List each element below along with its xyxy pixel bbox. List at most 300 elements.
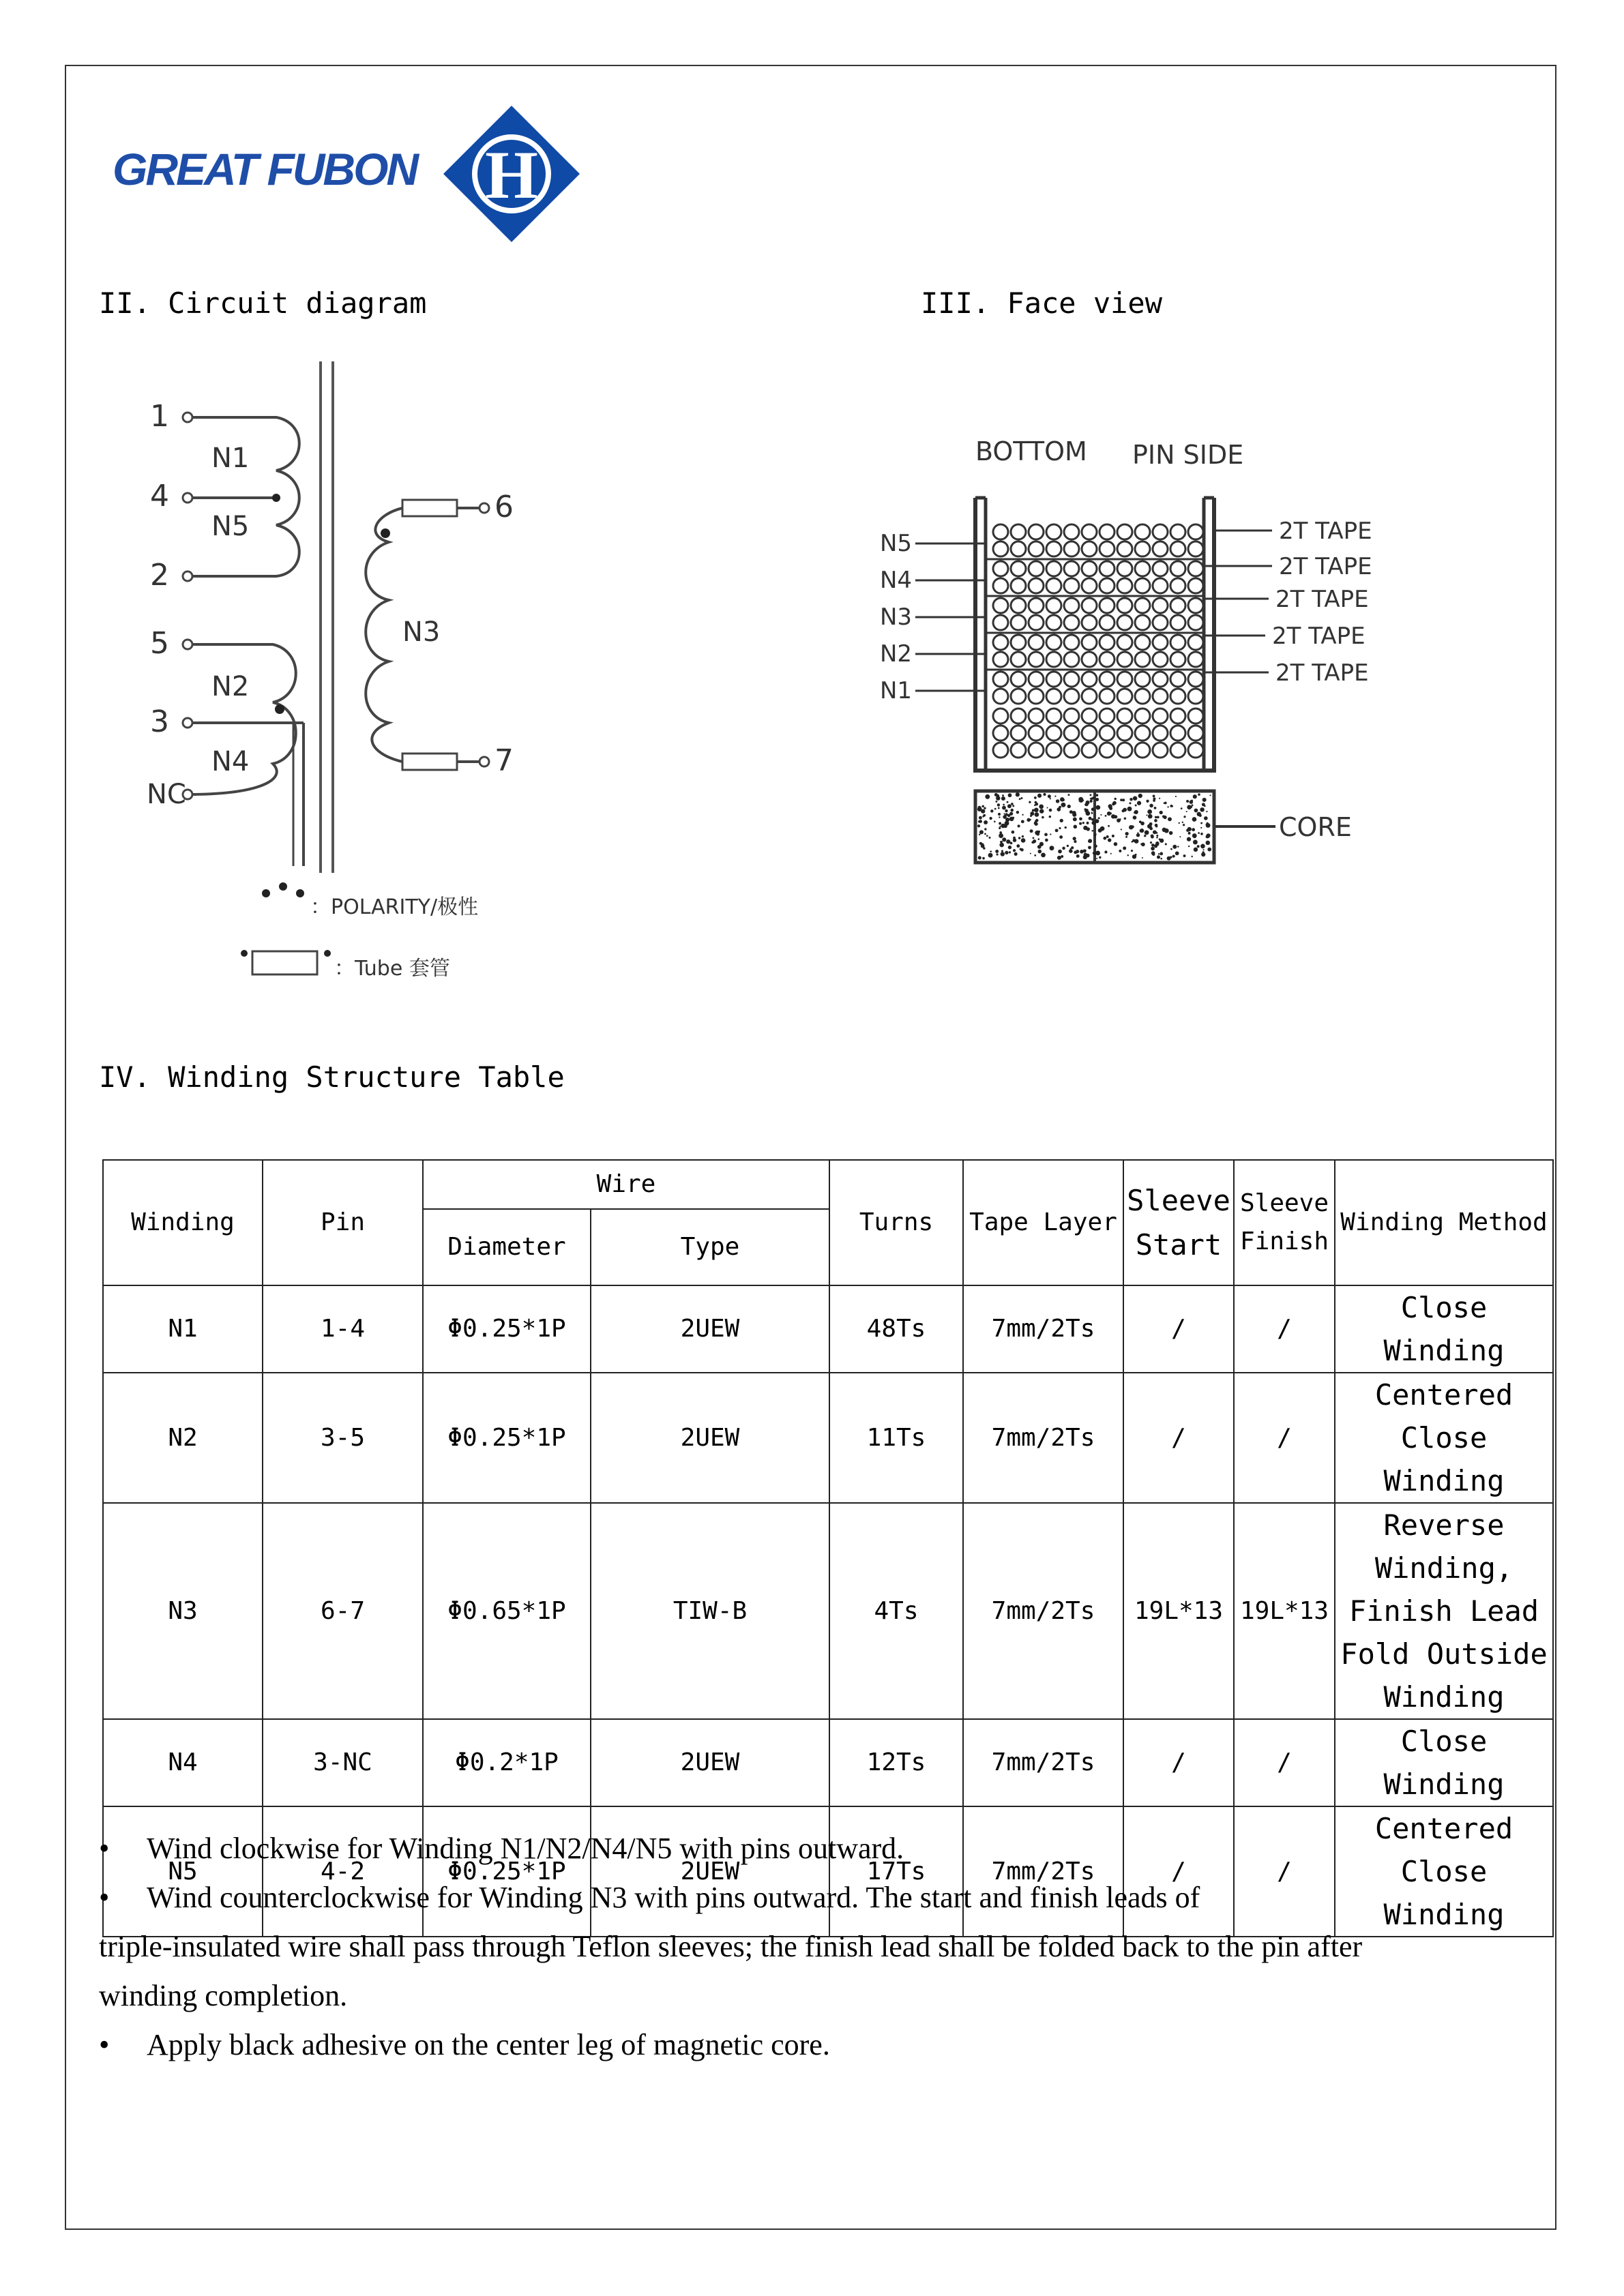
wire-turn	[1170, 709, 1185, 724]
core-speck	[1030, 815, 1032, 817]
wire-turn	[1188, 635, 1203, 650]
wire-turn	[1170, 635, 1185, 650]
wire-turn	[1029, 689, 1044, 704]
circuit-diagram-svg	[130, 355, 552, 1002]
core-speck	[1181, 807, 1183, 809]
core-speck	[1175, 851, 1179, 855]
table-header-row	[103, 1160, 1553, 1209]
core-speck	[1112, 803, 1114, 805]
cell-turns: 4Ts	[829, 1503, 963, 1719]
cell-pin: 4-2	[263, 1806, 423, 1937]
wire-turn	[1029, 672, 1044, 687]
wire-turn	[1170, 541, 1185, 556]
core-speck	[979, 834, 980, 835]
face-label-bottom: BOTTOM	[975, 436, 1087, 466]
wire-turn	[1064, 615, 1079, 630]
core-speck	[1192, 828, 1195, 831]
cell-sleeve-finish: /	[1234, 1373, 1335, 1503]
note-item	[99, 2021, 1518, 2070]
core-speck	[1084, 808, 1086, 810]
core-speck	[1031, 813, 1033, 816]
core-speck	[1005, 851, 1008, 854]
wire-turn	[1135, 578, 1150, 593]
wire-turn	[1135, 615, 1150, 630]
wire-turn	[1188, 672, 1203, 687]
core-speck	[979, 816, 982, 820]
core-speck	[1200, 807, 1205, 812]
core-speck	[1038, 838, 1040, 840]
core-speck	[1197, 812, 1201, 816]
wire-turn	[1064, 598, 1079, 613]
wire-turn	[1170, 726, 1185, 741]
header-pin: Pin	[263, 1160, 423, 1285]
core-speck	[1127, 807, 1132, 811]
wire-turn	[1082, 709, 1097, 724]
cell-method: Centered Close Winding	[1335, 1373, 1553, 1503]
core-speck	[1160, 839, 1164, 843]
core-speck	[1194, 837, 1196, 838]
wire-turn	[1170, 652, 1185, 667]
pin-label-1: 1	[150, 399, 169, 434]
core-speck	[1198, 793, 1200, 796]
core-speck	[1099, 856, 1101, 859]
pin-label-2: 2	[150, 558, 169, 593]
header-winding-method: Winding Method	[1335, 1160, 1553, 1285]
core-speck	[990, 850, 992, 852]
cell-type: 2UEW	[591, 1373, 829, 1503]
core-speck	[1135, 805, 1137, 807]
core-speck	[1147, 809, 1152, 814]
core-speck	[1037, 845, 1042, 849]
core-speck	[1125, 832, 1128, 835]
cell-diameter: Φ0.2*1P	[423, 1719, 591, 1806]
core-speck	[1188, 846, 1190, 847]
wire-turn	[1046, 615, 1061, 630]
core-speck	[1080, 850, 1084, 854]
face-view-diagram	[873, 430, 1432, 880]
pin-label-5: 5	[150, 626, 169, 661]
core-speck	[994, 793, 998, 796]
tape-label-4: 2T TAPE	[1272, 623, 1365, 650]
bullet-icon: •	[99, 1881, 110, 1914]
core-speck	[1090, 798, 1092, 800]
core-speck	[1146, 800, 1149, 803]
core-speck	[988, 853, 993, 858]
core-speck	[1156, 837, 1158, 839]
wire-turn	[1153, 561, 1168, 576]
core-speck	[1200, 827, 1202, 829]
core-speck	[1086, 854, 1089, 857]
wire-turn	[1082, 598, 1097, 613]
core-speck	[1030, 853, 1031, 854]
core-speck	[1057, 856, 1061, 860]
cell-winding: N3	[103, 1503, 263, 1719]
core-speck	[1095, 798, 1099, 801]
core-speck	[1183, 824, 1185, 826]
core-speck	[1105, 815, 1107, 817]
core-speck	[1209, 794, 1211, 796]
core-speck	[1074, 840, 1076, 843]
pin-label-7: 7	[494, 743, 514, 778]
core-speck	[1197, 845, 1200, 848]
wire-turn	[1135, 743, 1150, 758]
wire-turn	[1153, 672, 1168, 687]
wire-turn	[1082, 578, 1097, 593]
wire-turn	[1064, 561, 1079, 576]
core-speck	[1061, 855, 1063, 858]
wire-turn	[1153, 709, 1168, 724]
wire-turn	[1046, 743, 1061, 758]
core-speck	[1003, 815, 1007, 819]
core-speck	[1157, 816, 1160, 819]
core-speck	[1010, 842, 1013, 845]
wire-turn	[1153, 689, 1168, 704]
core-speck	[1009, 851, 1011, 853]
core-speck	[1030, 829, 1033, 833]
wire-turn	[1117, 541, 1132, 556]
core-speck	[1191, 856, 1192, 857]
wire-turn	[1099, 672, 1114, 687]
core-speck	[1004, 813, 1005, 814]
core-speck	[1114, 798, 1117, 800]
note-continuation: triple-insulated wire shall pass through Teflon sleeves; the finish lead shall be folded back to the pin after	[99, 1930, 1363, 1963]
core-speck	[1137, 801, 1141, 805]
tape-label-1: 2T TAPE	[1279, 518, 1372, 545]
tape-label-5: 2T TAPE	[1275, 659, 1369, 687]
core-speck	[1096, 805, 1101, 810]
core-speck	[1148, 814, 1153, 819]
core-speck	[1096, 858, 1097, 859]
wire-turn	[1082, 743, 1097, 758]
cell-sleeve-start: /	[1123, 1806, 1234, 1937]
wire-turn	[1046, 598, 1061, 613]
core-speck	[1039, 805, 1044, 809]
core-speck	[977, 824, 980, 827]
core-speck	[1108, 838, 1111, 841]
core-speck	[1123, 808, 1127, 812]
core-speck	[1044, 833, 1048, 836]
cell-winding: N5	[103, 1806, 263, 1937]
core-speck	[994, 821, 996, 823]
core-speck	[1150, 841, 1152, 844]
core-speck	[981, 809, 985, 813]
core-speck	[1158, 853, 1160, 854]
wire-turn	[1064, 541, 1079, 556]
core-speck	[1062, 799, 1065, 801]
face-view-svg	[873, 430, 1432, 880]
core-speck	[1190, 806, 1192, 808]
core-speck	[1016, 792, 1020, 796]
wire-turn	[1170, 578, 1185, 593]
wire-turn	[1029, 598, 1044, 613]
core-speck	[1132, 839, 1135, 842]
header-type: Type	[591, 1209, 829, 1285]
wire-turn	[1011, 672, 1026, 687]
wire-turn	[1064, 652, 1079, 667]
header-sleeve-finish: Sleeve Finish	[1234, 1160, 1335, 1285]
wire-turn	[1064, 635, 1079, 650]
winding-notes	[99, 1824, 1518, 2070]
core-speck	[982, 857, 985, 860]
wire-turn	[1117, 598, 1132, 613]
cell-sleeve-finish: /	[1234, 1719, 1335, 1806]
core-speck	[1018, 837, 1020, 839]
core-speck	[1144, 835, 1146, 837]
core-speck	[1034, 796, 1037, 799]
wire-turn	[1153, 726, 1168, 741]
wire-turn	[1117, 615, 1132, 630]
core-speck	[1172, 855, 1175, 858]
cell-type: TIW-B	[591, 1503, 829, 1719]
wire-turn	[1135, 709, 1150, 724]
cell-tape: 7mm/2Ts	[963, 1719, 1123, 1806]
core-speck	[1034, 854, 1036, 856]
core-speck	[1073, 837, 1076, 840]
wire-turn	[1188, 743, 1203, 758]
cell-method: Close Winding	[1335, 1285, 1553, 1373]
wire-turn	[1046, 578, 1061, 593]
core-speck	[1193, 794, 1197, 799]
wire-turn	[1064, 689, 1079, 704]
core-speck	[1001, 850, 1003, 852]
core-speck	[984, 828, 986, 830]
core-speck	[1088, 839, 1092, 843]
core-speck	[1183, 816, 1185, 818]
core-speck	[979, 830, 984, 834]
cell-diameter: Φ0.25*1P	[423, 1285, 591, 1373]
cell-diameter: Φ0.65*1P	[423, 1503, 591, 1719]
core-speck	[1049, 809, 1052, 812]
wire-turn	[1046, 541, 1061, 556]
core-speck	[998, 807, 1000, 809]
core-speck	[1129, 825, 1133, 829]
core-speck	[1011, 803, 1014, 805]
core-speck	[1206, 835, 1209, 838]
face-label-core: CORE	[1279, 812, 1352, 842]
core-speck	[1084, 850, 1087, 852]
core-speck	[1141, 843, 1145, 847]
cell-sleeve-finish: 19L*13	[1234, 1503, 1335, 1719]
cell-tape: 7mm/2Ts	[963, 1806, 1123, 1937]
wire-turn	[1011, 598, 1026, 613]
core-speck	[1002, 806, 1006, 810]
core-speck	[1159, 798, 1160, 799]
core-speck	[1022, 835, 1024, 837]
pin-label-4: 4	[150, 479, 169, 513]
core-speck	[1187, 837, 1191, 841]
core-speck	[1142, 857, 1143, 859]
wire-turn	[1153, 541, 1168, 556]
core-speck	[1085, 811, 1090, 816]
core-speck	[1094, 833, 1096, 835]
core-speck	[984, 833, 986, 835]
wire-turn	[1064, 726, 1079, 741]
wire-turn	[1082, 652, 1097, 667]
wire-turn	[1135, 672, 1150, 687]
core-speck	[1091, 830, 1093, 832]
wire-turn	[1082, 689, 1097, 704]
core-speck	[1034, 807, 1039, 812]
core-speck	[1043, 793, 1046, 796]
core-speck	[1198, 832, 1200, 834]
core-speck	[999, 843, 1004, 848]
wire-turn	[1188, 615, 1203, 630]
wire-turn	[1117, 709, 1132, 724]
tape-label-2: 2T TAPE	[1279, 553, 1372, 580]
core-speck	[1005, 809, 1007, 812]
wire-turn	[1029, 743, 1044, 758]
wire-turn	[1188, 652, 1203, 667]
core-speck	[1056, 799, 1059, 803]
wire-turn	[1082, 615, 1097, 630]
bullet-icon: •	[99, 1832, 110, 1865]
cell-diameter: Φ0.25*1P	[423, 1373, 591, 1503]
wire-turn	[1135, 635, 1150, 650]
cell-pin: 1-4	[263, 1285, 423, 1373]
note-continuation: winding completion.	[99, 1979, 348, 2012]
core-speck	[1038, 850, 1042, 854]
core-speck	[1155, 816, 1157, 818]
wire-turn	[1029, 709, 1044, 724]
wire-turn	[993, 652, 1008, 667]
core-speck	[1072, 813, 1076, 817]
wire-turn	[1117, 635, 1132, 650]
winding-label-n2: N2	[211, 671, 250, 702]
wire-turn	[1188, 726, 1203, 741]
core-speck	[978, 820, 981, 823]
winding-label-n5: N5	[211, 511, 250, 542]
wire-turn	[993, 709, 1008, 724]
wire-turn	[1029, 635, 1044, 650]
core-speck	[1190, 800, 1194, 804]
core-speck	[981, 805, 984, 807]
wire-turn	[1064, 743, 1079, 758]
core-speck	[1095, 851, 1100, 856]
core-speck	[986, 835, 988, 837]
core-speck	[998, 813, 1001, 816]
table-row	[103, 1719, 1553, 1806]
core-speck	[1016, 844, 1020, 848]
core-speck	[1001, 796, 1005, 801]
core-speck	[1149, 804, 1153, 808]
cell-winding: N1	[103, 1285, 263, 1373]
cell-sleeve-finish: /	[1234, 1285, 1335, 1373]
cell-sleeve-start: /	[1123, 1373, 1234, 1503]
core-speck	[1194, 809, 1198, 813]
wire-turn	[1135, 726, 1150, 741]
legend-polarity: ：POLARITY/极性	[310, 895, 479, 919]
core-speck	[1108, 825, 1110, 827]
cell-tape: 7mm/2Ts	[963, 1285, 1123, 1373]
section-title-circuit: II. Circuit diagram	[99, 286, 427, 320]
wire-turn	[1029, 541, 1044, 556]
winding-label-n3: N3	[402, 616, 441, 648]
face-layer-label-n2: N2	[880, 640, 913, 668]
wire-turn	[1082, 541, 1097, 556]
cell-type: 2UEW	[591, 1719, 829, 1806]
core-speck	[1154, 819, 1157, 822]
wire-turn	[1117, 743, 1132, 758]
wire-turn	[993, 672, 1008, 687]
core-speck	[1074, 825, 1078, 829]
core-speck	[1032, 809, 1035, 811]
wire-turn	[1082, 561, 1097, 576]
wire-turn	[1082, 524, 1097, 539]
wire-turn	[1029, 561, 1044, 576]
core-speck	[1160, 852, 1163, 856]
wire-turn	[1170, 561, 1185, 576]
core-speck	[1157, 855, 1160, 859]
wire-turn	[1099, 578, 1114, 593]
header-turns: Turns	[829, 1160, 963, 1285]
core-speck	[1202, 803, 1205, 806]
winding-label-n1: N1	[211, 443, 250, 474]
wire-turn	[1011, 561, 1026, 576]
core-speck	[1021, 838, 1026, 843]
core-speck	[1205, 841, 1210, 846]
core-speck	[982, 816, 984, 818]
face-layer-label-n3: N3	[880, 603, 913, 631]
cell-diameter: Φ0.25*1P	[423, 1806, 591, 1937]
wire-turn	[1153, 615, 1168, 630]
core-speck	[1067, 845, 1069, 847]
core-speck	[1167, 806, 1168, 807]
wire-turn	[1011, 541, 1026, 556]
cell-turns: 48Ts	[829, 1285, 963, 1373]
wire-turn	[1029, 726, 1044, 741]
core-speck	[1012, 831, 1015, 834]
wire-turn	[1099, 709, 1114, 724]
core-speck	[985, 794, 990, 799]
core-speck	[1059, 835, 1063, 839]
wire-turn	[1046, 652, 1061, 667]
note-item	[99, 1824, 1518, 1873]
core-speck	[1169, 831, 1173, 835]
wire-turn	[1099, 635, 1114, 650]
core-speck	[1045, 839, 1048, 842]
core-speck	[1160, 858, 1162, 860]
wire-turn	[1170, 672, 1185, 687]
core-speck	[1119, 850, 1121, 852]
core-speck	[1091, 818, 1094, 821]
wire-turn	[993, 561, 1008, 576]
core-speck	[1111, 814, 1115, 818]
wire-turn	[993, 743, 1008, 758]
note-text: Apply black adhesive on the center leg of magnetic core.	[147, 2028, 830, 2061]
core-speck	[1145, 830, 1149, 835]
core-speck	[1202, 851, 1205, 853]
core-speck	[1004, 824, 1007, 828]
core-speck	[999, 827, 1001, 829]
core-speck	[1071, 846, 1074, 849]
cell-method: Close Winding	[1335, 1719, 1553, 1806]
core-speck	[1200, 844, 1205, 849]
wire-turn	[1011, 689, 1026, 704]
header-diameter: Diameter	[423, 1209, 591, 1285]
wire-turn	[1046, 635, 1061, 650]
winding-structure-table	[102, 1159, 1554, 1937]
core-speck	[989, 837, 991, 839]
core-speck	[1183, 854, 1186, 857]
core-speck	[1193, 840, 1198, 845]
core-speck	[995, 801, 997, 803]
core-speck	[1175, 796, 1177, 797]
wire-turn	[1188, 541, 1203, 556]
core-speck	[1061, 803, 1065, 807]
core-speck	[1153, 794, 1155, 797]
wire-turn	[1117, 689, 1132, 704]
core-speck	[1100, 814, 1102, 816]
